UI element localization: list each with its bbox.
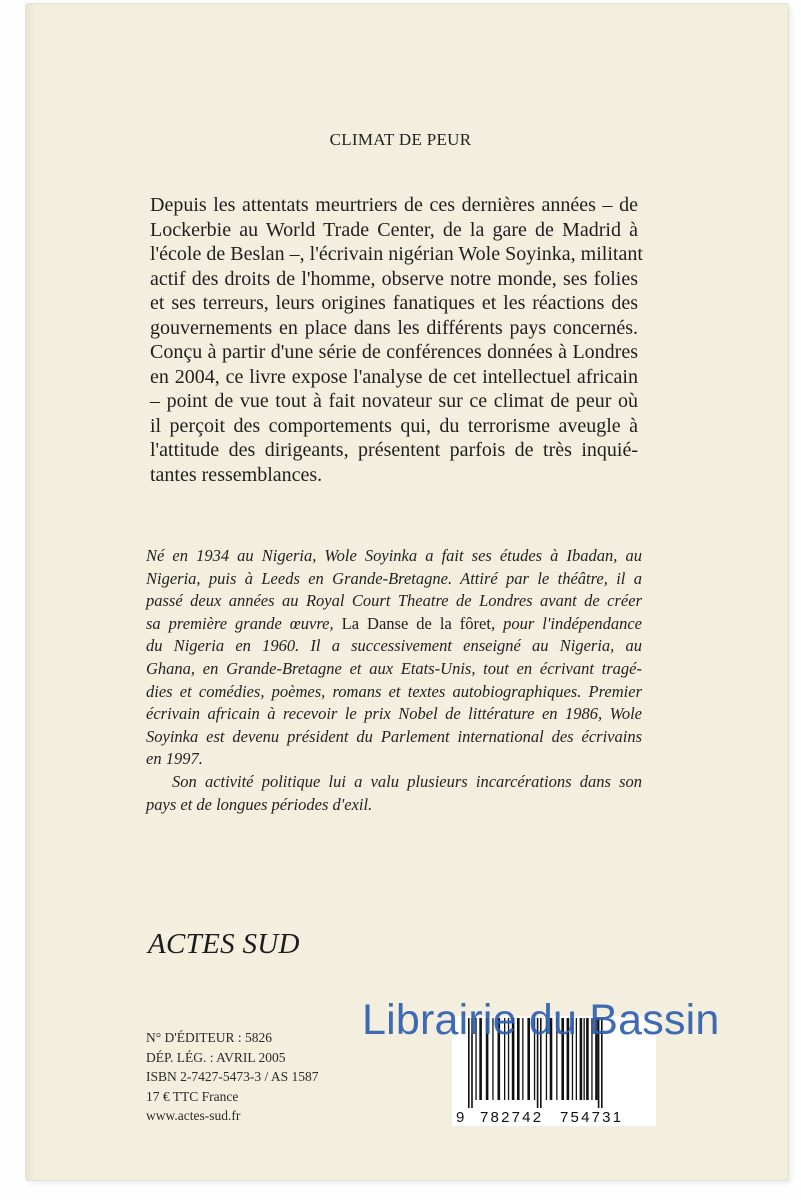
legal-deposit: DÉP. LÉG. : AVRIL 2005 [146,1049,286,1065]
summary-line: Depuis les attentats meurtriers de ces dernières années – de [150,194,638,216]
barcode-digits-right: 754731 [560,1109,624,1126]
bio-line: du Nigeria en 1960. Il a successivement enseigné au Nigeria, au [146,636,642,656]
bio-line-with-work-title [146,613,642,636]
bio-line: passé deux années au Royal Court Theatre de Londres avant de créer [146,591,642,611]
summary-line: Conçu à partir d'une série de conférences données à Londres [150,341,638,363]
bio-line: Son activité politique lui a valu plusieurs incarcérations dans son [172,771,642,791]
bio-line: Soyinka est devenu président du Parlement international des écrivains [146,726,642,746]
work-title: La Danse de la fôret [341,613,491,633]
bio-text: sa première grande œuvre, [146,613,342,633]
bio-line: en 1997. [146,749,203,769]
summary-line: il perçoit des comportements qui, du terrorisme aveugle à [150,414,638,437]
publication-info [146,1028,319,1126]
summary-line: actif des droits de l'homme, observe notre monde, ses folies [150,267,638,290]
isbn: ISBN 2-7427-5473-3 / AS 1587 [146,1069,319,1084]
bookseller-watermark: Librairie du Bassin [362,996,720,1044]
summary-line: tantes ressemblances. [150,463,323,486]
book-title: CLIMAT DE PEUR [329,130,472,149]
price: 17 € TTC France [146,1088,239,1104]
bio-line: Né en 1934 au Nigeria, Wole Soyinka a fait ses études à Ibadan, au [146,546,642,565]
summary-line: Lockerbie au World Trade Center, de la gare de Madrid à [150,218,638,241]
summary-line: l'attitude des dirigeants, présentent parfois de très inquié- [150,439,638,461]
summary-line: en 2004, ce livre expose l'analyse de cet intellectuel africain [150,365,638,388]
summary-line: gouvernements en place dans les différents pays concernés. [150,316,638,339]
barcode-first-digit: 9 [456,1109,465,1126]
barcode-digits-left: 782742 [480,1109,544,1126]
bio-line: dies et comédies, poèmes, romans et textes autobiographiques. Premier [146,681,642,701]
bio-line: Nigeria, puis à Leeds en Grande-Bretagne. Attiré par le théâtre, il a [146,568,642,588]
summary-line: l'école de Beslan –, l'écrivain nigérian Wole Soyinka, militant [150,243,643,265]
bio-line: Ghana, en Grande-Bretagne et aux Etats-Unis, tout en écrivant tragé- [146,658,642,678]
summary-line: – point de vue tout à fait novateur sur ce climat de peur où [150,390,638,412]
author-biography [146,545,642,816]
summary-line: et ses terreurs, leurs origines fanatiques et les réactions des [150,292,638,314]
publisher-name: ACTES SUD [148,928,300,960]
cover-spine-shadow [26,4,36,1180]
bio-text: , pour l'indépendance [490,613,643,633]
summary-paragraph [150,193,643,487]
website: www.actes-sud.fr [146,1108,241,1123]
editor-number: N° D'ÉDITEUR : 5826 [146,1030,272,1045]
bio-line: écrivain africain à recevoir le prix Nobel de littérature en 1986, Wole [146,704,642,724]
bio-line: pays et de longues périodes d'exil. [146,794,373,814]
